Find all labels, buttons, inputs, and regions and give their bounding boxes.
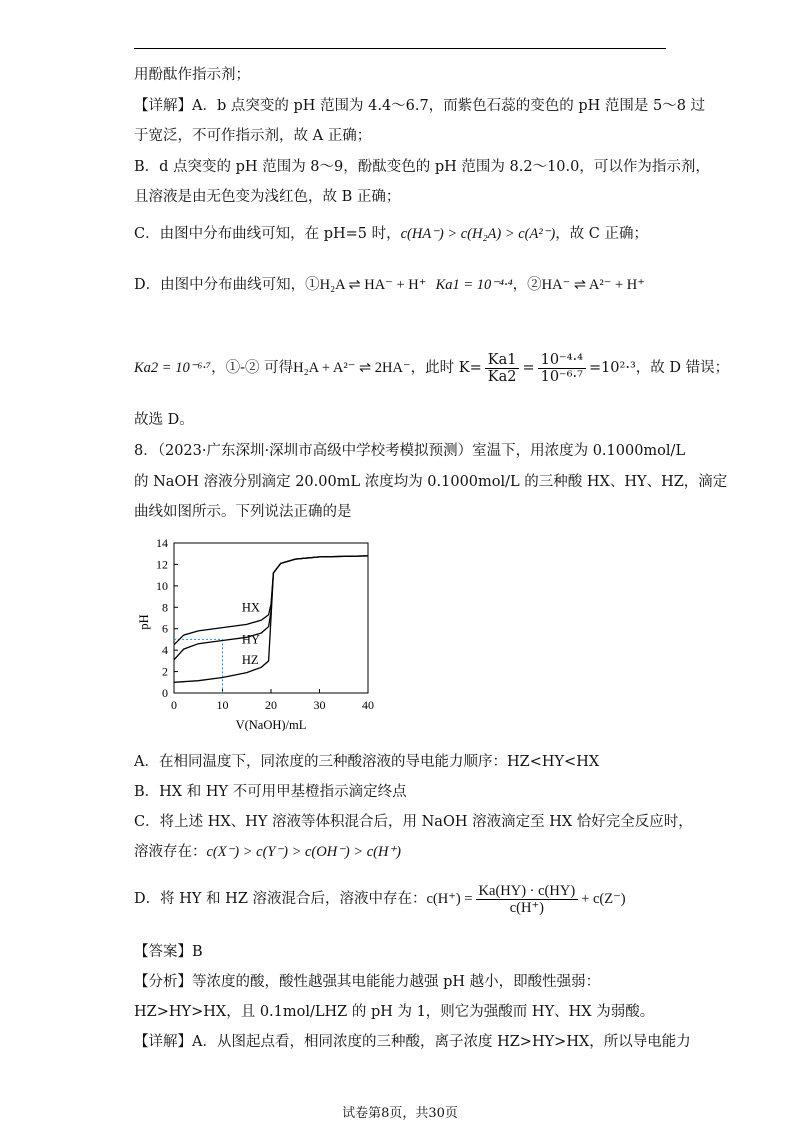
text-fragment: C．由图中分布曲线可知，在 pH=5 时，: [134, 226, 401, 242]
y-tick-label: 2: [162, 664, 168, 679]
x-tick-label: 40: [362, 698, 374, 712]
x-tick-label: 20: [265, 698, 277, 712]
formula: H₂A + A²⁻ ⇌ 2HA⁻: [293, 360, 411, 376]
question-line: 8．（2023·广东深圳·深圳市高级中学校考模拟预测）室温下，用浓度为 0.1000mol/L: [134, 443, 686, 459]
text-fragment: ，①-② 可得: [211, 360, 294, 376]
formula: Ka2 = 10⁻⁶·⁷: [134, 360, 212, 376]
text-line: B．d 点突变的 pH 范围为 8～9，酚酞变色的 pH 范围为 8.2～10.0，可以作为指示剂，: [134, 159, 710, 175]
x-tick-label: 30: [313, 698, 326, 712]
series-label-hx: HX: [241, 600, 260, 615]
formula: Ka1 = 10⁻⁴·⁴: [435, 277, 513, 293]
analysis-line: 【分析】等浓度的酸，酸性越强其电能能力越强 pH 越小，即酸性强弱：: [134, 974, 601, 990]
question-line: 的 NaOH 溶液分别滴定 20.00mL 浓度均为 0.1000mol/L 的三种酸 HX、HY、HZ，滴定: [134, 474, 728, 490]
y-tick-label: 4: [162, 643, 168, 658]
fraction-denominator: 10⁻⁶·⁷: [540, 368, 583, 385]
option-a: A．在相同温度下，同浓度的三种酸溶液的导电能力顺序：HZ<HY<HX: [134, 754, 600, 770]
option-d: [134, 880, 626, 920]
question-line: 曲线如图所示。下列说法正确的是: [134, 504, 352, 520]
formula: HA⁻ ⇌ A²⁻ + H⁺: [541, 277, 645, 293]
x-axis-label: V(NaOH)/mL: [235, 718, 307, 731]
text-fragment: ，此时 K=: [410, 360, 482, 376]
text-fragment: ，故 D 错误；: [635, 360, 730, 376]
text-line: 且溶液是由无色变为浅红色，故 B 正确；: [134, 189, 401, 205]
text-fragment: D．将 HY 和 HZ 溶液混合后，溶液中存在：: [134, 891, 427, 907]
text-fragment: ，②: [512, 277, 542, 293]
plot-area: [137, 536, 374, 731]
x-tick-label: 0: [171, 698, 177, 712]
y-tick-label: 10: [156, 578, 168, 593]
analysis-line: 【详解】A．从图起点看，相同浓度的三种酸，离子浓度 HZ>HY>HX，所以导电能力: [134, 1034, 691, 1050]
text-line-c: [134, 224, 648, 244]
text-line: 于宽泛，不可作指示剂，故 A 正确；: [134, 128, 372, 144]
analysis-line: HZ>HY>HX，且 0.1mol/LHZ 的 pH 为 1，则它为强酸而 HY、HX 为弱酸。: [134, 1004, 655, 1020]
text-line: 故选 D。: [134, 412, 194, 428]
header-rule: [134, 48, 666, 49]
y-tick-label: 6: [162, 621, 168, 636]
option-c: C．将上述 HX、HY 溶液等体积混合后，用 NaOH 溶液滴定至 HX 恰好完全反应时，: [134, 814, 693, 830]
y-tick-label: 12: [156, 557, 168, 572]
fraction: [538, 352, 586, 385]
text-fragment: ，故 C 正确；: [555, 226, 648, 242]
page-footer: 试卷第8页，共30页: [342, 1106, 458, 1121]
y-tick-label: 0: [162, 686, 168, 700]
fraction-numerator: 10⁻⁴·⁴: [538, 352, 586, 369]
text-fragment: D．由图中分布曲线可知，①: [134, 277, 320, 293]
fraction-numerator: Ka1: [485, 352, 520, 369]
x-tick-label: 10: [216, 698, 229, 712]
answer: 【答案】B: [134, 944, 203, 960]
formula: c(X⁻) > c(Y⁻) > c(OH⁻) > c(H⁺): [206, 844, 401, 860]
text-fragment: 溶液存在：: [134, 844, 207, 860]
series-label-hz: HZ: [241, 653, 259, 668]
option-c-cont: [134, 842, 401, 862]
y-axis-label: pH: [137, 614, 151, 630]
series-line-hz: [174, 556, 368, 682]
formula: H₂A ⇌ HA⁻ + H⁺: [319, 277, 427, 293]
y-tick-label: 8: [162, 600, 168, 615]
fraction-denominator: Ka2: [487, 368, 517, 385]
fraction-numerator: Ka(HY) · c(HY): [476, 883, 579, 900]
fraction-denominator: c(H⁺): [509, 899, 544, 916]
series-label-hy: HY: [241, 632, 260, 647]
formula: =10²·³: [588, 360, 636, 376]
text-line: 用酚酞作指示剂；: [134, 67, 250, 83]
text-line-d: [134, 275, 645, 295]
series-line-hx: [174, 556, 368, 645]
option-b: B．HX 和 HY 不可用甲基橙指示滴定终点: [134, 784, 407, 800]
y-tick-label: 14: [156, 536, 168, 550]
fraction: [476, 883, 579, 916]
formula: c(H⁺) =: [426, 891, 473, 907]
formula: + c(Z⁻): [581, 891, 626, 907]
titration-chart: [134, 533, 384, 731]
fraction: [485, 352, 520, 385]
text-line: 【详解】A．b 点突变的 pH 范围为 4.4～6.7，而紫色石蕊的变色的 pH 范围是 5～8 过: [134, 98, 706, 114]
formula: c(HA⁻) > c(H₂A) > c(A²⁻): [400, 226, 556, 242]
text-line-k: Ka2 = 10⁻⁶·⁷，①-② 可得H₂A + A²⁻ ⇌ 2HA⁻，此时 K= $\frac{Ka1}{Ka2}$ = $\frac{\text{10⁻⁴·⁴}}{\text{10⁻⁶·⁷}}$ =10²·³，故 D 错误；: [134, 351, 730, 385]
